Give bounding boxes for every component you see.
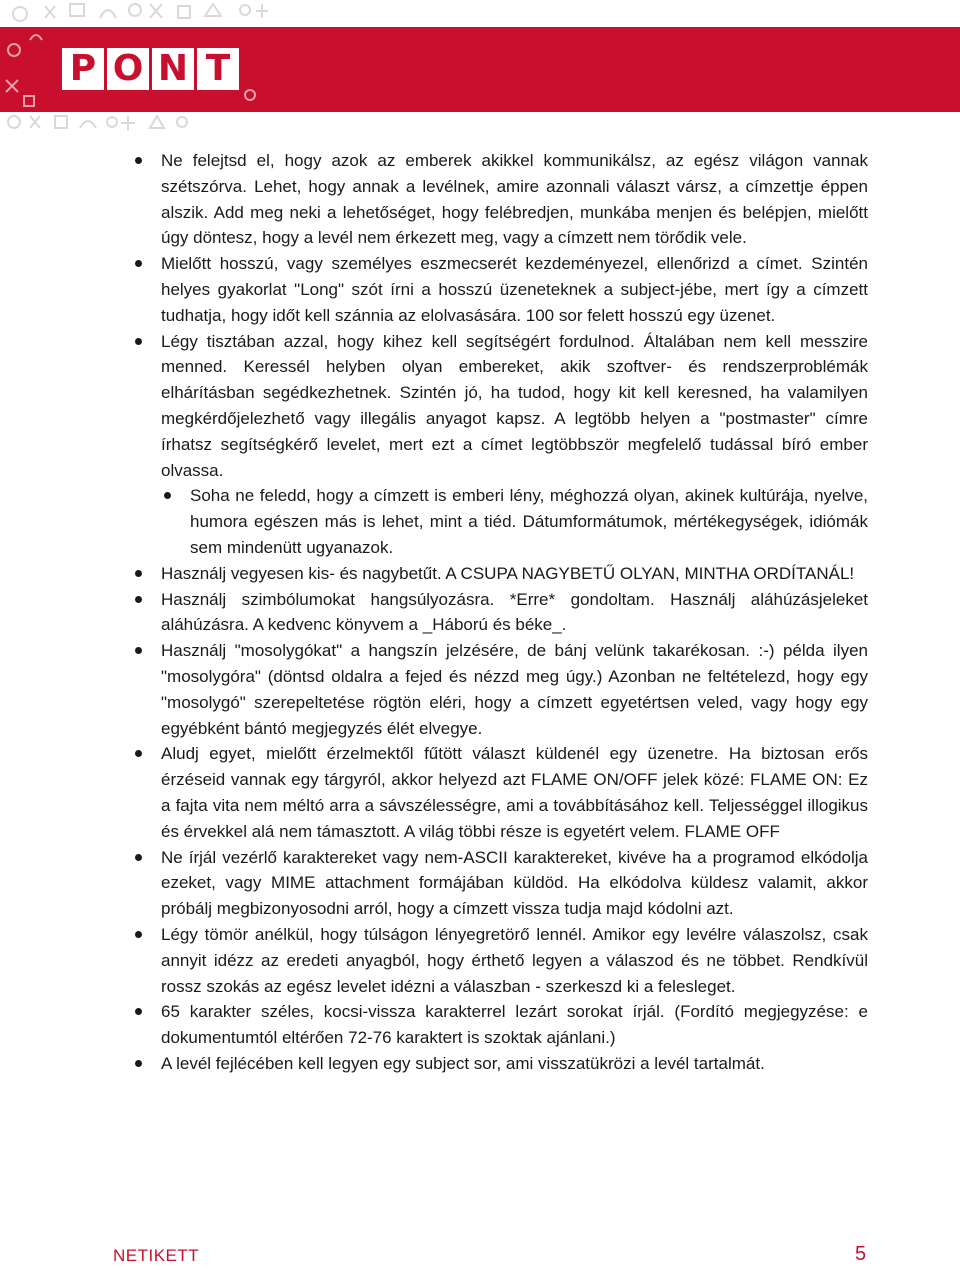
list-item: Mielőtt hosszú, vagy személyes eszmecserét kezdeményezel, ellenőrizd a címet. Szintén helyes gyakorlat "Long" szót írni a hosszú üzeneteknek a subject-jébe, mert így a címzett tudhatja, hogy időt kell szánnia az elolvasására. 100 sor felett hosszú egy üzenet.	[128, 251, 868, 328]
list-item: 65 karakter széles, kocsi-vissza karakterrel lezárt sorokat írjál. (Fordító megjegyzése: e dokumentumtól eltérően 72-76 karaktert is szoktak ajánlani.)	[128, 999, 868, 1051]
logo-letter: P	[62, 48, 104, 90]
footer-title: NETIKETT	[113, 1246, 200, 1265]
list-item: Légy tömör anélkül, hogy túlságon lényegretörő lennél. Amikor egy levélre válaszolsz, csak annyit idézz az eredeti anyagból, hogy érthető legyen a válaszod és ne többet. Rendkívül rossz szokás az egész levelet idézni a válaszban - szerkeszd ki a felesleget.	[128, 922, 868, 999]
list-item: Ne felejtsd el, hogy azok az emberek akikkel kommunikálsz, az egész világon vannak szétszórva. Lehet, hogy annak a levélnek, amire azonnali választ vársz, a címzettje éppen alszik. Add meg neki a lehetőséget, hogy felébredjen, munkába menjen és belépjen, mielőtt úgy döntesz, hogy a levél nem érkezett meg, vagy a címzett nem törődik vele.	[128, 148, 868, 251]
list-item: A levél fejlécében kell legyen egy subject sor, ami visszatükrözi a levél tartalmát.	[128, 1051, 868, 1077]
list-item-nested: Soha ne feledd, hogy a címzett is emberi lény, méghozzá olyan, akinek kultúrája, nyelve, humora egészen más is lehet, mint a tiéd. Dátumformátumok, mértékegységek, idiómák sem mindenütt ugyanazok.	[128, 483, 868, 560]
list-item: Aludj egyet, mielőtt érzelmektől fűtött választ küldenél egy üzenetre. Ha biztosan erős érzéseid vannak egy tárgyról, akkor helyezd azt FLAME ON/OFF jelek közé: FLAME ON: Ez a fajta vita nem méltó arra a sávszélességre, ami a továbbításához kell. Teljességgel illogikus és érvekkel alá nem támasztott. A világ többi része is egyetért velem. FLAME OFF	[128, 741, 868, 844]
pont-logo	[62, 48, 239, 90]
logo-letter: N	[152, 48, 194, 90]
page-number: 5	[855, 1243, 867, 1265]
logo-letter: O	[107, 48, 149, 90]
document-body	[128, 148, 868, 1077]
list-item: Légy tisztában azzal, hogy kihez kell segítségért fordulnod. Általában nem kell messzire menned. Keressél helyben olyan embereket, akik szoftver- és rendszerproblémák elhárításban segédkezhetnek. Szintén jó, ha tudod, hogy kit kell keresned, ha valamilyen megkérdőjelezhető vagy illegális anyagot kapsz. A legtöbb helyen a "postmaster" címre írhatsz segítségkérő levelet, mert ezt a címet legtöbbször megfelelő tudással bíró ember olvassa.	[128, 329, 868, 484]
bullet-list	[128, 148, 868, 1077]
page-header	[0, 0, 960, 135]
list-item: Használj vegyesen kis- és nagybetűt. A CSUPA NAGYBETŰ OLYAN, MINTHA ORDÍTANÁL!	[128, 561, 868, 587]
logo-letter: T	[197, 48, 239, 90]
list-item: Használj "mosolygókat" a hangszín jelzésére, de bánj velünk takarékosan. :-) példa ilyen "mosolygóra" (döntsd oldalra a fejed és nézzd meg úgy.) Azonban ne feltételezd, hogy egy "mosolygó" szerepeltetése rögtön eléri, hogy a címzett egyetértsen veled, vagy hogy egy egyébként bántó megjegyzés élét elvegye.	[128, 638, 868, 741]
list-item: Ne írjál vezérlő karaktereket vagy nem-ASCII karaktereket, kivéve ha a programod elkódolja ezeket, vagy MIME attachment formájában küldöd. Ha elkódolva küldesz valamit, akkor próbálj megbizonyosodni arról, hogy a címzett vissza tudja majd kódolni azt.	[128, 845, 868, 922]
list-item: Használj szimbólumokat hangsúlyozásra. *Erre* gondoltam. Használj aláhúzásjeleket aláhúzásra. A kedvenc könyvem a _Háború és béke_.	[128, 587, 868, 639]
